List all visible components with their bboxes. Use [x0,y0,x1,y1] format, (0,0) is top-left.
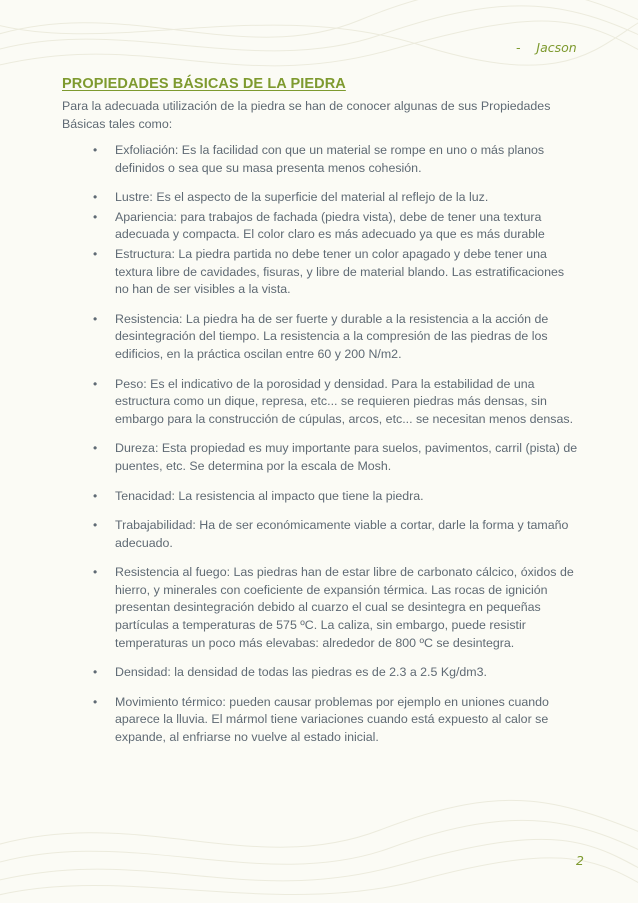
list-item: • Lustre: Es el aspecto de la superficie del material al reflejo de la luz. [90,189,578,207]
properties-list [90,142,578,747]
page-number: 2 [576,853,584,868]
list-item: • Apariencia: para trabajos de fachada (piedra vista), debe de tener una textura adecuada y compacta. El color claro es más adecuado ya que es más durable [90,209,578,244]
list-item: • Resistencia: La piedra ha de ser fuerte y durable a la resistencia a la acción de desintegración del tiempo. La resistencia a la compresión de las piedras de los edificios, en la práctica oscilan entre 60 y 200 N/m2. [90,311,578,364]
list-item: • Trabajabilidad: Ha de ser económicamente viable a cortar, darle la forma y tamaño adecuado. [90,517,578,552]
list-item: • Densidad: la densidad de todas las piedras es de 2.3 a 2.5 Kg/dm3. [90,664,578,682]
intro-paragraph: Para la adecuada utilización de la piedra se han de conocer algunas de sus Propiedades Básicas tales como: [62,99,551,131]
list-item: • Movimiento térmico: pueden causar problemas por ejemplo en uniones cuando aparece la lluvia. El mármol tiene variaciones cuando está expuesto al calor se expande, al enfriarse no vuelve al estado inicial. [90,694,578,747]
list-item: • Peso: Es el indicativo de la porosidad y densidad. Para la estabilidad de una estructura como un dique, represa, etc... se requieren piedras más densas, sin embargo para la construcción de cúpulas, arcos, etc... se necesitan menos densas. [90,376,578,429]
page-title: PROPIEDADES BÁSICAS DE LA PIEDRA [62,76,346,92]
header-author: - Jacson [516,40,577,55]
list-item: • Dureza: Esta propiedad es muy importante para suelos, pavimentos, carril (pista) de puentes, etc. Se determina por la escala de Mosh. [90,440,578,475]
list-item: • Estructura: La piedra partida no debe tener un color apagado y debe tener una textura libre de cavidades, fisuras, y libre de material blando. Las estratificaciones no han de ser visibles a la vista. [90,246,578,299]
list-item: • Tenacidad: La resistencia al impacto que tiene la piedra. [90,488,578,506]
list-item: • Resistencia al fuego: Las piedras han de estar libre de carbonato cálcico, óxidos de hierro, y minerales con coeficiente de expansión térmica. Las rocas de ignición presentan desintegración debido al cuarzo el cual se desintegra en pequeñas partículas a temperaturas de 575 ºC. La caliza, sin embargo, puede resistir temperaturas un poco más elevabas: alrededor de 800 ºC se desintegra. [90,564,578,652]
list-item: • Exfoliación: Es la facilidad con que un material se rompe en uno o más planos definidos o sea que su masa presenta menos cohesión. [90,142,578,177]
